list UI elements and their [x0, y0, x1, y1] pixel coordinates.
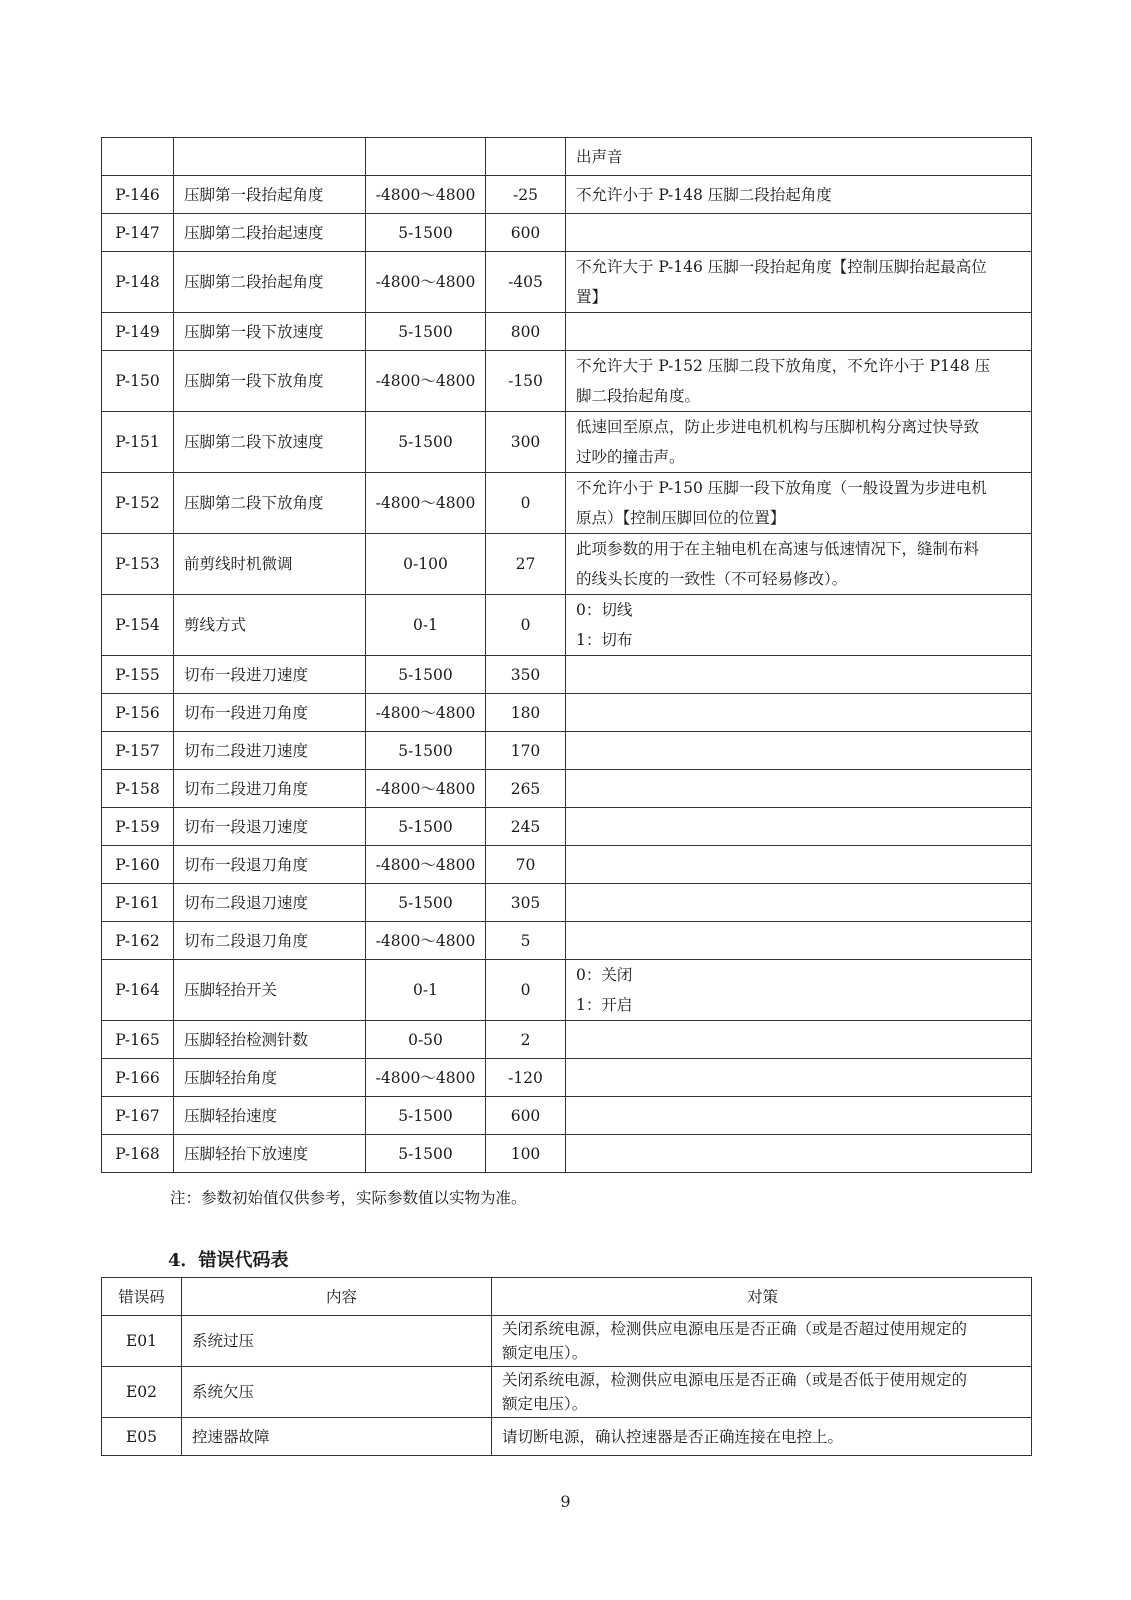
param-name: 压脚轻抬角度: [174, 1059, 366, 1097]
section-title: 4．错误代码表: [168, 1250, 289, 1271]
param-note: [566, 808, 1032, 846]
param-range: 5-1500: [366, 732, 486, 770]
param-note: [566, 534, 1032, 595]
param-note: [566, 313, 1032, 351]
param-code: P-147: [102, 214, 174, 252]
param-name: 切布一段退刀速度: [174, 808, 366, 846]
param-range: -4800～4800: [366, 694, 486, 732]
error-solution: [492, 1316, 1032, 1367]
param-default: -25: [486, 176, 566, 214]
param-note: [566, 846, 1032, 884]
param-code: P-146: [102, 176, 174, 214]
param-default: 170: [486, 732, 566, 770]
param-note: [566, 770, 1032, 808]
param-name: 前剪线时机微调: [174, 534, 366, 595]
error-solution: [492, 1367, 1032, 1418]
error-code-table: [101, 1277, 1032, 1456]
param-code: P-165: [102, 1021, 174, 1059]
param-name: 压脚轻抬检测针数: [174, 1021, 366, 1059]
param-name: 切布二段退刀角度: [174, 922, 366, 960]
param-note: [566, 694, 1032, 732]
param-default: 305: [486, 884, 566, 922]
note-line: 0：关闭: [576, 966, 633, 984]
solution-line: 请切断电源，确认控速器是否正确连接在电控上。: [502, 1427, 844, 1446]
param-note: [566, 656, 1032, 694]
param-note: [566, 595, 1032, 656]
param-name: 切布一段退刀角度: [174, 846, 366, 884]
param-code: P-158: [102, 770, 174, 808]
param-range: 0-50: [366, 1021, 486, 1059]
note-line: 不允许小于 P-148 压脚二段抬起角度: [576, 185, 832, 204]
note-line: 不允许小于 P-150 压脚一段下放角度（一般设置为步进电机: [576, 479, 987, 497]
error-content: 控速器故障: [182, 1418, 492, 1456]
param-range: 5-1500: [366, 1135, 486, 1173]
param-default: -150: [486, 351, 566, 412]
param-name: 压脚第一段下放角度: [174, 351, 366, 412]
param-note: [566, 138, 1032, 176]
param-default: 100: [486, 1135, 566, 1173]
param-default: 350: [486, 656, 566, 694]
param-default: 5: [486, 922, 566, 960]
param-range: 5-1500: [366, 884, 486, 922]
param-default: 27: [486, 534, 566, 595]
table-row: [102, 313, 1032, 351]
solution-line: 额定电压）。: [502, 1344, 588, 1362]
param-default: 800: [486, 313, 566, 351]
param-code: P-168: [102, 1135, 174, 1173]
param-range: 5-1500: [366, 656, 486, 694]
table-row: [102, 656, 1032, 694]
page-number: 9: [560, 1492, 571, 1511]
param-range: 5-1500: [366, 214, 486, 252]
param-code: P-159: [102, 808, 174, 846]
table-row: [102, 846, 1032, 884]
error-content: 系统欠压: [182, 1367, 492, 1418]
param-range: 5-1500: [366, 1097, 486, 1135]
note-line: 原点）【控制压脚回位的位置】: [576, 509, 786, 527]
param-note: [566, 176, 1032, 214]
param-default: 70: [486, 846, 566, 884]
error-code: E01: [102, 1316, 182, 1367]
note-line: 出声音: [576, 147, 623, 166]
param-name: 压脚第二段抬起角度: [174, 252, 366, 313]
param-range: -4800～4800: [366, 351, 486, 412]
param-name: 压脚轻抬下放速度: [174, 1135, 366, 1173]
param-range: 0-1: [366, 595, 486, 656]
param-default: -405: [486, 252, 566, 313]
note-line: 1：开启: [576, 996, 633, 1014]
param-code: P-156: [102, 694, 174, 732]
table-row: [102, 176, 1032, 214]
param-range: -4800～4800: [366, 252, 486, 313]
param-note: [566, 1135, 1032, 1173]
param-range: -4800～4800: [366, 1059, 486, 1097]
param-range: 5-1500: [366, 808, 486, 846]
param-code: P-157: [102, 732, 174, 770]
param-code: [102, 138, 174, 176]
note-line: 0：切线: [576, 601, 633, 619]
table-row: [102, 770, 1032, 808]
param-code: P-154: [102, 595, 174, 656]
note-line: 不允许大于 P-152 压脚二段下放角度，不允许小于 P148 压: [576, 357, 991, 375]
param-note: [566, 884, 1032, 922]
param-note: [566, 1021, 1032, 1059]
param-note: [566, 960, 1032, 1021]
param-code: P-152: [102, 473, 174, 534]
param-code: P-160: [102, 846, 174, 884]
table-row: [102, 732, 1032, 770]
param-default: 300: [486, 412, 566, 473]
param-name: 切布一段进刀角度: [174, 694, 366, 732]
param-name: 切布二段进刀速度: [174, 732, 366, 770]
param-name: 切布二段进刀角度: [174, 770, 366, 808]
param-range: -4800～4800: [366, 770, 486, 808]
param-note: [566, 351, 1032, 412]
footnote: 注：参数初始值仅供参考，实际参数值以实物为准。: [170, 1189, 527, 1207]
note-line: 不允许大于 P-146 压脚一段抬起角度【控制压脚抬起最高位: [576, 258, 987, 276]
param-name: 压脚第一段下放速度: [174, 313, 366, 351]
solution-line: 关闭系统电源，检测供应电源电压是否正确（或是否超过使用规定的: [502, 1320, 968, 1338]
table-row: [102, 351, 1032, 412]
table-row: [102, 1418, 1032, 1456]
table-row: [102, 252, 1032, 313]
note-line: 此项参数的用于在主轴电机在高速与低速情况下，缝制布料: [576, 540, 980, 558]
header-error-code: 错误码: [102, 1278, 182, 1316]
param-code: P-151: [102, 412, 174, 473]
table-row: [102, 473, 1032, 534]
param-note: [566, 732, 1032, 770]
note-line: 的线头长度的一致性（不可轻易修改）。: [576, 570, 848, 588]
table-row: [102, 1059, 1032, 1097]
table-row: [102, 1135, 1032, 1173]
param-note: [566, 252, 1032, 313]
param-range: -4800～4800: [366, 176, 486, 214]
table-row: [102, 412, 1032, 473]
param-name: 压脚第二段下放速度: [174, 412, 366, 473]
param-code: P-164: [102, 960, 174, 1021]
param-range: -4800～4800: [366, 922, 486, 960]
table-row: [102, 214, 1032, 252]
param-code: P-150: [102, 351, 174, 412]
note-line: 脚二段抬起角度。: [576, 387, 701, 405]
table-row: [102, 1367, 1032, 1418]
param-name: 压脚轻抬速度: [174, 1097, 366, 1135]
param-name: 压脚第一段抬起角度: [174, 176, 366, 214]
note-line: 置】: [576, 288, 608, 306]
table-row: [102, 138, 1032, 176]
param-note: [566, 922, 1032, 960]
param-code: P-161: [102, 884, 174, 922]
param-default: 245: [486, 808, 566, 846]
error-content: 系统过压: [182, 1316, 492, 1367]
param-range: 0-1: [366, 960, 486, 1021]
table-row: [102, 884, 1032, 922]
error-solution: [492, 1418, 1032, 1456]
param-code: P-162: [102, 922, 174, 960]
table-row: [102, 960, 1032, 1021]
param-default: -120: [486, 1059, 566, 1097]
param-range: -4800～4800: [366, 473, 486, 534]
param-default: 600: [486, 1097, 566, 1135]
table-row: [102, 534, 1032, 595]
param-name: [174, 138, 366, 176]
solution-line: 关闭系统电源，检测供应电源电压是否正确（或是否低于使用规定的: [502, 1371, 968, 1389]
table-row: [102, 808, 1032, 846]
param-code: P-149: [102, 313, 174, 351]
table-row: [102, 1316, 1032, 1367]
param-name: 压脚第二段抬起速度: [174, 214, 366, 252]
solution-line: 额定电压）。: [502, 1395, 588, 1413]
param-name: 剪线方式: [174, 595, 366, 656]
table-row: [102, 1097, 1032, 1135]
param-default: 0: [486, 595, 566, 656]
param-default: 0: [486, 960, 566, 1021]
error-code: E05: [102, 1418, 182, 1456]
parameter-table: [101, 137, 1032, 1173]
param-code: P-155: [102, 656, 174, 694]
param-name: 切布一段进刀速度: [174, 656, 366, 694]
param-note: [566, 1097, 1032, 1135]
param-name: 压脚第二段下放角度: [174, 473, 366, 534]
param-default: 265: [486, 770, 566, 808]
note-line: 1：切布: [576, 631, 633, 649]
param-range: 5-1500: [366, 313, 486, 351]
param-name: 切布二段退刀速度: [174, 884, 366, 922]
table-row: [102, 595, 1032, 656]
param-default: 180: [486, 694, 566, 732]
param-note: [566, 473, 1032, 534]
table-row: [102, 694, 1032, 732]
param-code: P-166: [102, 1059, 174, 1097]
param-code: P-167: [102, 1097, 174, 1135]
error-table-header: [102, 1278, 1032, 1316]
header-content: 内容: [182, 1278, 492, 1316]
param-note: [566, 412, 1032, 473]
param-code: P-148: [102, 252, 174, 313]
header-solution: 对策: [492, 1278, 1032, 1316]
error-code: E02: [102, 1367, 182, 1418]
param-default: 2: [486, 1021, 566, 1059]
param-range: 0-100: [366, 534, 486, 595]
param-default: 0: [486, 473, 566, 534]
param-range: [366, 138, 486, 176]
param-code: P-153: [102, 534, 174, 595]
note-line: 过吵的撞击声。: [576, 448, 685, 466]
param-note: [566, 1059, 1032, 1097]
param-range: 5-1500: [366, 412, 486, 473]
param-name: 压脚轻抬开关: [174, 960, 366, 1021]
param-range: -4800～4800: [366, 846, 486, 884]
note-line: 低速回至原点，防止步进电机机构与压脚机构分离过快导致: [576, 418, 980, 436]
param-default: [486, 138, 566, 176]
param-note: [566, 214, 1032, 252]
param-default: 600: [486, 214, 566, 252]
table-row: [102, 922, 1032, 960]
table-row: [102, 1021, 1032, 1059]
